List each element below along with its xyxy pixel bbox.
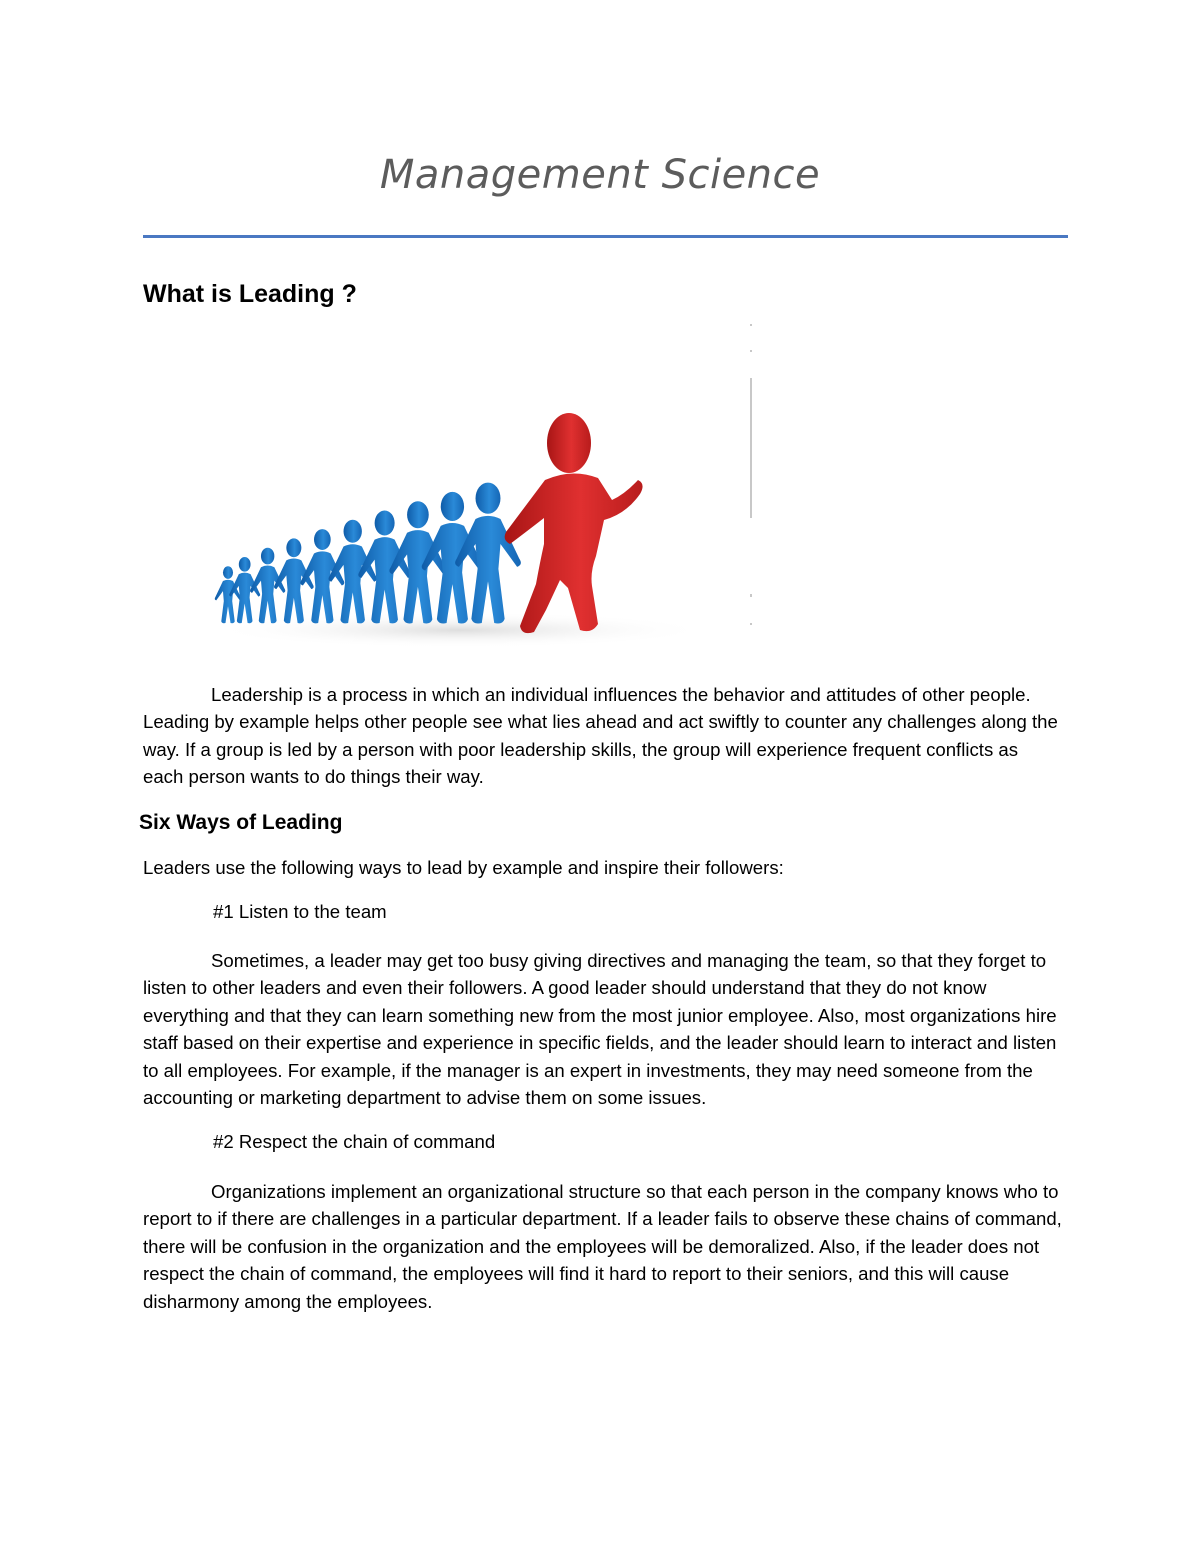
follower-figure (329, 520, 377, 624)
intro-paragraph: Leadership is a process in which an individual influences the behavior and attitudes of other people. Leading by example helps other people see what lies ahead and act swiftly to counter any challenges along the way. If a group is led by a person with poor leadership skills, the group will experience frequent conflicts as each person wants to do things their way. (143, 684, 1058, 788)
follower-figure (358, 511, 411, 624)
follower-figure (250, 548, 285, 624)
item-1-label: #1 Listen to the team (213, 901, 387, 922)
item-2-label: #2 Respect the chain of command (213, 1131, 496, 1152)
document-title: Management Science (379, 152, 821, 198)
followers-group (215, 483, 521, 624)
title-divider (143, 235, 1068, 238)
lead-in-text: Leaders use the following ways to lead by example and inspire their followers: (143, 857, 784, 878)
item-1-body: Sometimes, a leader may get too busy giving directives and managing the team, so that they forget to listen to other leaders and even their followers. A good leader should understand that they do not know everything and that they can learn something new from the most junior employee. Also, most organizations hire staff based on their expertise and experience in specific fields, and the leader should learn to interact and listen to all employees. For example, if the manager is an expert in investments, they may need someone from the accounting or marketing department to advise them on some issues. (143, 950, 1057, 1109)
item-2-body: Organizations implement an organizational structure so that each person in the company knows who to report to if there are challenges in a particular department. If a leader fails to observe these chains of command, there will be confusion in the organization and the employees will be demoralized. Also, if the leader does not respect the chain of command, the employees will find it hard to report to their seniors, and this will cause disharmony among the employees. (143, 1181, 1062, 1312)
leader-figure (505, 413, 643, 633)
leader-with-followers-icon (200, 318, 760, 663)
follower-figure (389, 501, 446, 623)
section-heading: What is Leading ? (143, 280, 357, 308)
follower-figure (300, 529, 344, 623)
follower-figure (215, 566, 242, 623)
subheading: Six Ways of Leading (139, 811, 343, 834)
follower-figure (274, 538, 314, 623)
follower-figure (229, 557, 260, 623)
